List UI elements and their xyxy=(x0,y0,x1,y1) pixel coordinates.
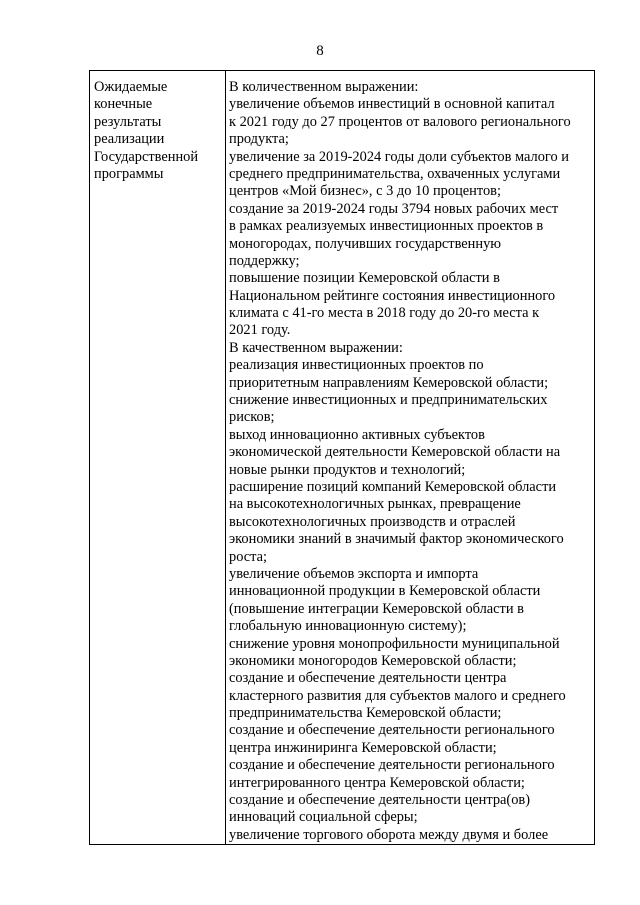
content-line: увеличение объемов экспорта и импорта xyxy=(229,565,479,582)
content-line: увеличение объемов инвестиций в основной капитал xyxy=(229,96,555,113)
table-cell-heading xyxy=(94,79,222,183)
content-line: создание и обеспечение деятельности центра(ов) xyxy=(229,792,530,809)
content-line: повышение позиции Кемеровской области в xyxy=(229,270,500,287)
content-line: центров «Мой бизнес», с 3 до 10 процентов; xyxy=(229,183,501,200)
content-line: в рамках реализуемых инвестиционных проектов в xyxy=(229,218,544,235)
content-line: на высокотехнологичных рынках, превращение xyxy=(229,496,521,513)
content-line: создание за 2019-2024 годы 3794 новых рабочих мест xyxy=(229,200,559,217)
content-line: инноваций социальной сферы; xyxy=(229,809,418,826)
heading-line: результаты xyxy=(94,113,162,130)
content-line: реализация инвестиционных проектов по xyxy=(229,357,484,374)
content-line: снижение уровня монопрофильности муниципальной xyxy=(229,635,560,652)
content-line: выход инновационно активных субъектов xyxy=(229,426,485,443)
content-line: создание и обеспечение деятельности регионального xyxy=(229,757,555,774)
column-divider xyxy=(225,71,226,844)
results-table xyxy=(89,70,595,845)
content-line: снижение инвестиционных и предпринимательских xyxy=(229,392,548,409)
content-line: экономической деятельности Кемеровской области на xyxy=(229,444,561,461)
content-line: моногородах, получивших государственную xyxy=(229,235,502,252)
content-line: кластерного развития для субъектов малого и среднего xyxy=(229,687,566,704)
content-line: климата с 41-го места в 2018 году до 20-го места к xyxy=(229,305,540,322)
content-line: В качественном выражении: xyxy=(229,339,403,356)
content-line: центра инжиниринга Кемеровской области; xyxy=(229,739,497,756)
content-line: 2021 году. xyxy=(229,322,291,339)
content-line: интегрированного центра Кемеровской области; xyxy=(229,774,525,791)
heading-line: Государственной xyxy=(94,148,199,165)
content-line: среднего предпринимательства, охваченных услугами xyxy=(229,165,561,182)
content-line: инновационной продукции в Кемеровской области xyxy=(229,583,541,600)
content-line: (повышение интеграции Кемеровской области в xyxy=(229,600,524,617)
content-line: увеличение торгового оборота между двумя и более xyxy=(229,826,549,843)
content-line: глобальную инновационную систему); xyxy=(229,618,467,635)
page-number: 8 xyxy=(316,43,324,59)
content-line: создание и обеспечение деятельности регионального xyxy=(229,722,555,739)
content-line: приоритетным направлениям Кемеровской области; xyxy=(229,374,549,391)
content-line: рисков; xyxy=(229,409,275,426)
content-line: поддержку; xyxy=(229,252,300,269)
content-line: предпринимательства Кемеровской области; xyxy=(229,705,502,722)
content-line: В количественном выражении: xyxy=(229,79,419,95)
content-line: продукта; xyxy=(229,131,289,148)
heading-line: конечные xyxy=(94,96,153,113)
heading-line: Ожидаемые xyxy=(94,79,168,95)
heading-line: программы xyxy=(94,165,164,182)
content-line: увеличение за 2019-2024 годы доли субъектов малого и xyxy=(229,148,569,165)
content-line: к 2021 году до 27 процентов от валового регионального xyxy=(229,113,571,130)
content-line: новые рынки продуктов и технологий; xyxy=(229,461,466,478)
content-line: экономики моногородов Кемеровской области; xyxy=(229,652,517,669)
content-line: создание и обеспечение деятельности центра xyxy=(229,670,507,687)
content-line: высокотехнологичных производств и отраслей xyxy=(229,513,516,530)
content-line: роста; xyxy=(229,548,267,565)
content-line: расширение позиций компаний Кемеровской области xyxy=(229,478,557,495)
table-cell-content xyxy=(229,79,591,844)
content-line: Национальном рейтинге состояния инвестиционного xyxy=(229,287,556,304)
heading-line: реализации xyxy=(94,131,165,148)
content-line: экономики знаний в значимый фактор экономического xyxy=(229,531,564,548)
